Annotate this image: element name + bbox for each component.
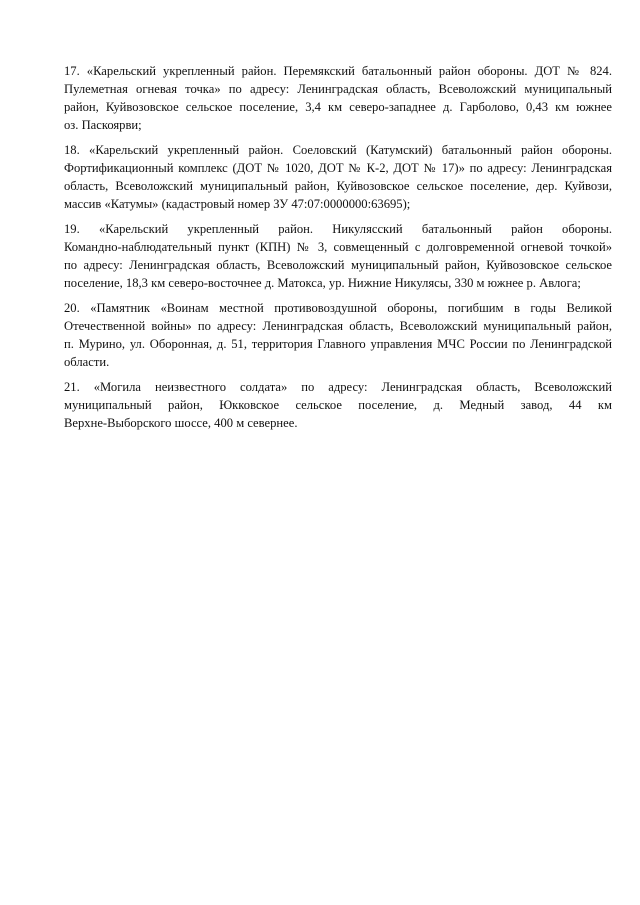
- text-line: Командно-наблюдательный пункт (КПН) № 3, совмещенный с долговременной огневой точкой»: [64, 240, 612, 254]
- text-line: по адресу: Ленинградская область, Всеволожский муниципальный район, Куйвозовское сельское: [64, 258, 612, 272]
- list-item-19: [64, 220, 612, 292]
- text-line: район, Куйвозовское сельское поселение, 3,4 км северо-западнее д. Гарболово, 0,43 км южнее: [64, 100, 612, 114]
- list-item-20: [64, 299, 612, 371]
- text-line: оз. Паскоярви;: [64, 118, 142, 132]
- text-line: 18. «Карельский укрепленный район. Соеловский (Катумский) батальонный район обороны.: [64, 143, 612, 157]
- text-line: Отечественной войны» по адресу: Ленинградская область, Всеволожский муниципальный район,: [64, 319, 612, 333]
- text-line: 21. «Могила неизвестного солдата» по адресу: Ленинградская область, Всеволожский: [64, 380, 612, 394]
- document-body: [64, 62, 612, 439]
- text-line: Пулеметная огневая точка» по адресу: Ленинградская область, Всеволожский муниципальный: [64, 82, 612, 96]
- text-line: муниципальный район, Юкковское сельское поселение, д. Медный завод, 44 км: [64, 398, 612, 412]
- text-line: поселение, 18,3 км северо-восточнее д. Матокса, ур. Нижние Никулясы, 330 м южнее р. Авлога;: [64, 276, 581, 290]
- text-line: массив «Катумы» (кадастровый номер ЗУ 47:07:0000000:63695);: [64, 197, 411, 211]
- text-line: Фортификационный комплекс (ДОТ № 1020, ДОТ № К-2, ДОТ № 17)» по адресу: Ленинградская: [64, 161, 612, 175]
- list-item-18: [64, 141, 612, 213]
- text-line: 17. «Карельский укрепленный район. Перемякский батальонный район обороны. ДОТ № 824.: [64, 64, 612, 78]
- text-line: п. Мурино, ул. Оборонная, д. 51, территория Главного управления МЧС России по Ленинградской: [64, 337, 612, 351]
- text-line: 19. «Карельский укрепленный район. Никулясский батальонный район обороны.: [64, 222, 612, 236]
- text-line: 20. «Памятник «Воинам местной противовоздушной обороны, погибшим в годы Великой: [64, 301, 612, 315]
- list-item-21: [64, 378, 612, 432]
- text-line: области.: [64, 355, 110, 369]
- list-item-17: [64, 62, 612, 134]
- text-line: Верхне-Выборского шоссе, 400 м севернее.: [64, 416, 298, 430]
- text-line: область, Всеволожский муниципальный район, Куйвозовское сельское поселение, дер. Куйвози,: [64, 179, 612, 193]
